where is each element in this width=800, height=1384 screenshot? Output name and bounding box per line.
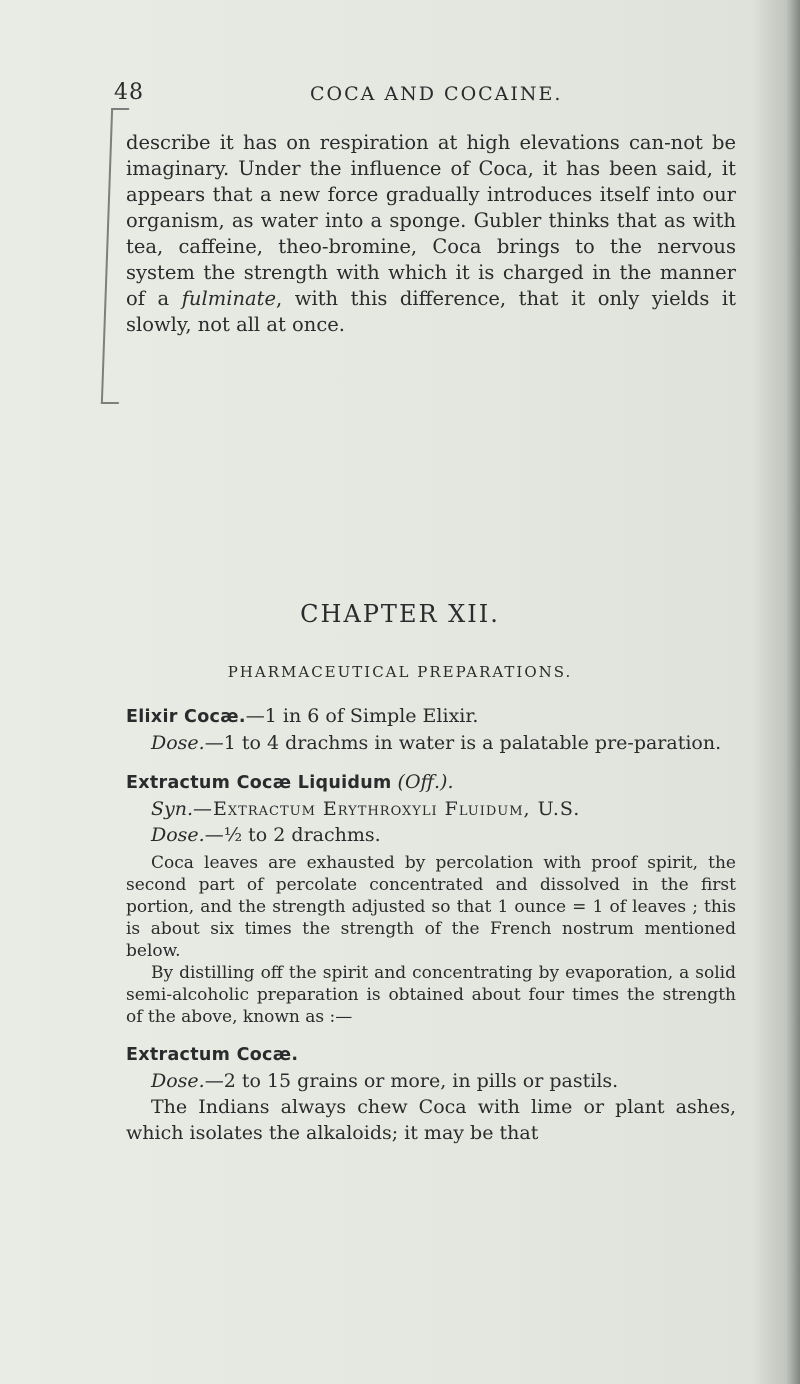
opening-paragraph <box>126 130 736 338</box>
running-head <box>114 80 714 114</box>
opening-text-a: describe it has on respiration at high elevations can-not be imaginary. Under the influence of Coca, it has been said, it appears that a new force gradually introduces itself into our organism, as water into a sponge. Gubler thinks that as with tea, caffeine, theo-bromine, Coca brings to the nervous system the strength with which it is charged in the manner of a <box>126 131 736 310</box>
extractum-liquidum-note: (Off.). <box>397 771 454 793</box>
extractum-dose-text: —2 to 15 grains or more, in pills or pastils. <box>204 1070 619 1092</box>
chapter-title: CHAPTER XII. <box>300 600 500 628</box>
extractum-liquidum-paragraph-2: By distilling off the spirit and concentrating by evaporation, a solid semi-alcoholic preparation is obtained about four times the strength of the above, known as :— <box>126 963 736 1027</box>
extractum-liquidum-heading: Extractum Cocæ Liquidum <box>126 773 392 793</box>
elixir-dose-text: —1 to 4 drachms in water is a palatable pre-paration. <box>204 732 722 754</box>
elixir-dose <box>126 730 736 756</box>
extractum-dose-label: Dose. <box>151 1070 205 1092</box>
elixir-heading: Elixir Cocæ. <box>126 707 246 727</box>
chapter-subtitle: PHARMACEUTICAL PREPARATIONS. <box>227 663 573 681</box>
elixir-heading-rest: —1 in 6 of Simple Elixir. <box>245 705 479 727</box>
extractum-heading-line <box>126 1032 736 1068</box>
synonym-label: Syn. <box>151 798 194 820</box>
running-title: COCA AND COCAINE. <box>310 83 563 105</box>
extractum-liquidum-paragraph-1: Coca leaves are exhausted by percolation with proof spirit, the second part of percolate concentrated and dissolved in the first portion, and the strength adjusted so that 1 ounce = 1 of leaves ; this is about six times the strength of the French nostrum mentioned below. <box>126 853 736 961</box>
preparations-list <box>126 694 736 1146</box>
opening-text-b: , with this difference, that it only yields it slowly, not all at once. <box>126 287 736 336</box>
page-edge-shadow <box>786 0 800 1384</box>
opening-text-italic: fulminate <box>181 287 277 310</box>
synonym-text: —Extractum Erythroxyli Fluidum, U.S. <box>193 798 581 820</box>
margin-bracket-mark <box>101 108 129 404</box>
extractum-liquidum-dose <box>126 822 736 848</box>
elixir-dose-label: Dose. <box>151 732 205 754</box>
extractum-dose <box>126 1068 736 1094</box>
extractum-heading: Extractum Cocæ. <box>126 1045 299 1065</box>
extractum-liquidum-heading-line <box>126 760 736 796</box>
extractum-paragraph-1: The Indians always chew Coca with lime or plant ashes, which isolates the alkaloids; it may be that <box>126 1096 736 1144</box>
extractum-liquidum-synonym <box>126 796 736 822</box>
extractum-liquidum-dose-text: —½ to 2 drachms. <box>204 824 381 846</box>
extractum-liquidum-dose-label: Dose. <box>151 824 205 846</box>
page-number: 48 <box>114 80 144 105</box>
elixir-heading-line <box>126 694 736 730</box>
